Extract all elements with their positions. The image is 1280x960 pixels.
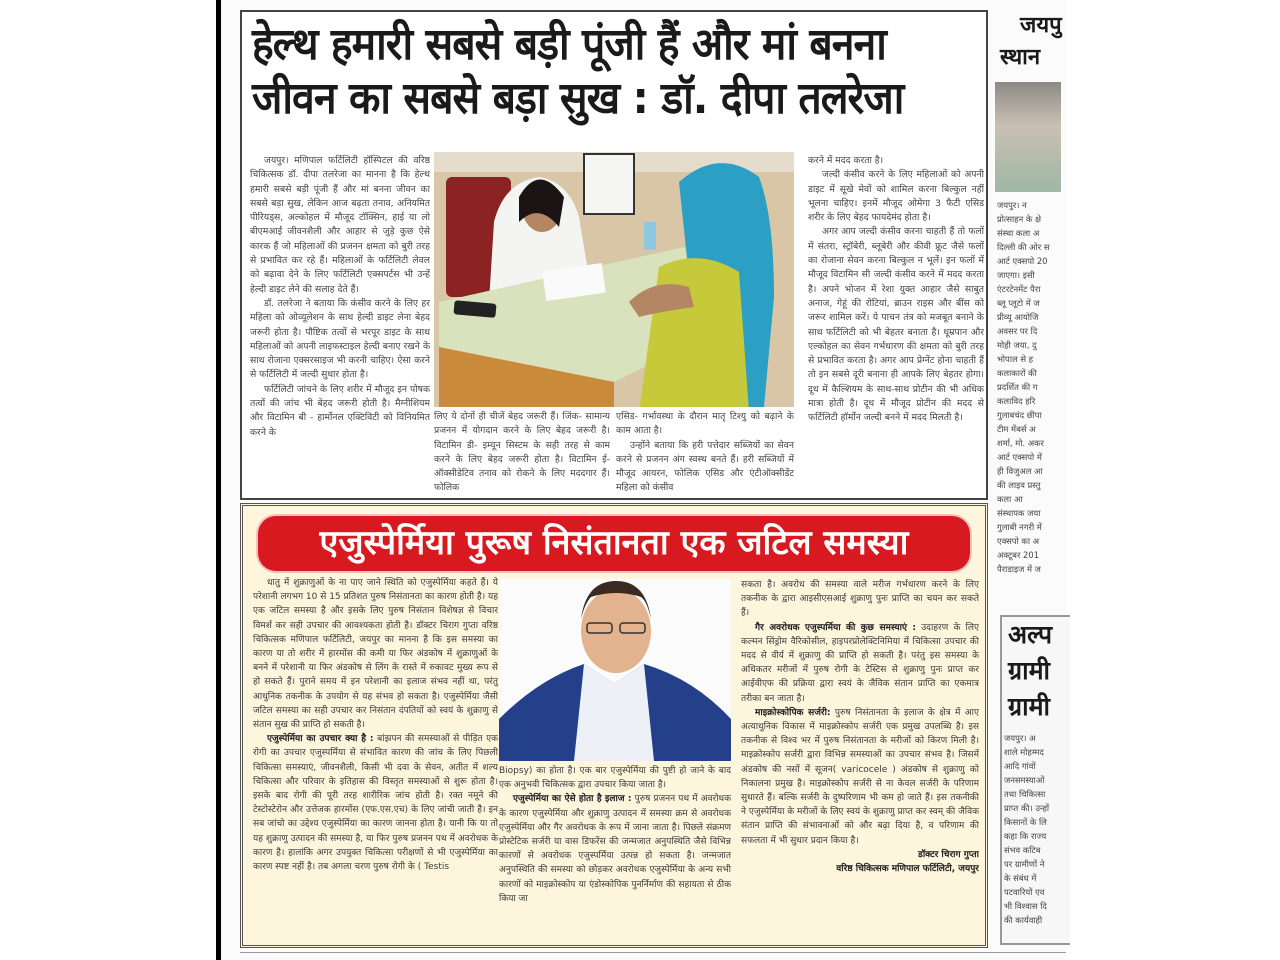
paragraph-text: पुरुष निसंतानता के इलाज के क्षेत्र में आए अत्याधुनिक विकास में माइक्रोस्कोप सर्जरी एक प्रमुख उपलब्धि है। इस तकनीक से विश्व भर में पुरुष निसंतानता के मरीजों को किरण मिली है। माइक्रोस्कोप सर्जरी द्वारा विभिन्न समस्याओं का उपचार संभव है। जिसमें अंडकोष की नसों में सूजन( varicocele ) अंडकोष से शुक्राणु को निकालना प्रमुख है। माइक्रोस्कोप सर्जरी से ना केवल सर्जरी के परिणाम सुधारते हैं। बल्कि सर्जरी के दुष्परिणाम भी कम हो जाते हैं। इस तकनीकी ने एजुस्पेर्मिया के मरीजों के लिए स्वयं के शुक्राणु प्राप्त कर स्वम् की जैविक संतान प्राप्ति की संभावनाओं को और बढ़ा दिया है, व परिणाम की सफलता में भी सुधार प्रदान किया है। xyxy=(741,707,979,846)
paragraph: एसिड- गर्भावस्था के दौरान मातृ टिश्यु को बढ़ाने के काम आता है। xyxy=(616,411,794,437)
paragraph xyxy=(253,732,498,874)
adjacent-boxed-article-cropped xyxy=(1000,615,1070,945)
text-line: एक्सपो का अ xyxy=(997,536,1040,546)
paragraph: जल्दी कंसीव करने के लिए महिलाओं को अपनी डाइट में सूखे मेवों को शामिल करना बिल्कुल नहीं भूलना चाहिए। इनमें मौजूद ओमेगा 3 फैटी एसिड शरीर के लिए बेहद फायदेमंद होता है। xyxy=(808,169,984,224)
text-line: की लाइव प्रस्तु xyxy=(997,480,1041,490)
text-line: संस्थापक जया xyxy=(997,508,1041,518)
text-line: अल्प xyxy=(1008,620,1053,649)
signature-title: वरिष्ठ चिकित्सक मणिपाल फर्टिलिटी, जयपुर xyxy=(836,864,979,875)
paragraph: जयपुर। मणिपाल फर्टिलिटी हॉस्पिटल की वरिष्ठ चिकित्सक डॉ. दीपा तलरेजा का मानना है कि हेल्थ हमारी सबसे बड़ी पूंजी हैं और मां बनना जीवन का सबसे बड़ा सुख, लेकिन आज बढ़ता तनाव, अनियमित पीरियड्स, अल्कोहल में मौजूद टॉक्सिन, हाई या लो बीएमआई जीवनशैली और आहार से जुड़े कुछ ऐसे कारक हैं जो महिलाओं की प्रजनन क्षमता को बुरी तरह से प्रभावित कर रहे हैं। महिलाओं के फर्टिलिटी लेवल को बढ़ावा देने के लिए फर्टिलिटी एक्सपर्टस भी उन्हें हेल्दी डाइट लेने की सलाह देते हैं। xyxy=(250,155,430,295)
text-line: पैराडाइज में ज xyxy=(997,564,1041,574)
headline-line-2: जीवन का सबसे बड़ा सुख : डॉ. दीपा तलरेजा xyxy=(252,73,904,124)
text-line: भोपाल से ह xyxy=(997,354,1034,364)
text-line: प्रीव्यू आयोजि xyxy=(997,312,1039,322)
text-line: आर्ट एक्सपो में xyxy=(997,452,1042,462)
text-line: जयपुर। न xyxy=(997,200,1027,210)
text-line: की कार्यवाही xyxy=(1004,915,1043,925)
text-line: एंटरटेनमेंट पैरा xyxy=(997,284,1041,294)
article-azoospermia xyxy=(240,503,988,948)
text-line: भी विश्वास दि xyxy=(1004,901,1047,911)
article-health-column-2 xyxy=(434,410,610,498)
paragraph: धातु में शुक्राणुओं के ना पाए जाने स्थिति को एजुस्पेर्मिया कहते हैं। ये परेशानी लगभग 10 से 15 प्रतिशत पुरुष निसंतानता का कारण होती है। यह एक जटिल समस्या है और इसके लिए पुरुष निसंतान विशेषज्ञ से विचार विमर्श कर सही उपचार की आवश्यकता होती है। डॉक्टर चिराग गुप्ता वरिष्ठ चिकित्सक मणिपाल फर्टिलिटी, जयपुर का मानना है कि इस समस्या का कारण या तो शरीर में हारमोंस की कमी या फिर अंडकोष में शुक्राणुओं के बनने में परेशानी या फिर अंडकोष से लिंग के रास्ते में रुकावट मुख्य रूप से हो सकते हैं। पुराने समय में इन परेशानी का इलाज संभव नहीं था, परंतु आधुनिक तकनीक के उपयोग से यह संभव हो सकता है। एजुस्पेर्मिया जैसी जटिल समस्या का सही उपचार कर निसंतान दंपतियों को स्वयं के शुक्राणु से संतान सुख की प्राप्ति हो सकती है। xyxy=(253,578,498,731)
paragraph-text: पुरुष प्रजनन पथ में अवरोधक के कारण एजुस्पेर्मिया और शुक्राणु उत्पादन में समस्या क्रम से अवरोधक एजुस्पेर्मिया और गैर अवरोधक के रूप में जाना जाता है। पिछले संक्रमण प्रोस्टेटिक सर्जरी या वास डिफरेंस की जन्मजात अनुपस्थिति जैसे विभिन्न कारणों से अवरोधक एजुस्पर्मिया उत्पन्न हो सकता है। जन्मजात अनुपस्थिति की समस्या को छोड़कर अवरोधक एजुस्पेर्मिया के अन्य सभी कारणों को माइक्रोस्कोप या एंडोस्कोपिक पुनर्निर्माण की सहायता से ठीक किया जा xyxy=(499,794,731,904)
text-line: गुलाबी नगरी में xyxy=(997,522,1042,532)
text-line: कलाविद हरि xyxy=(997,396,1036,406)
article-health-column-4 xyxy=(808,154,984,494)
subheading: एजुस्पेर्मिया का उपचार क्या है : xyxy=(267,734,374,745)
text-line: पटवारियों एव xyxy=(1004,887,1045,897)
paragraph: डॉ. तलरेजा ने बताया कि कंसीव करने के लिए हर महिला को ओव्यूलेशन के साथ हेल्दी डाइट लेना बेहद जरूरी होता है। पौष्टिक तत्वों से भरपूर डाइट के साथ महिलाओं को अपनी लाइफस्टाइल हेल्दी बनाए रखने के साथ रोजाना एक्सरसाइज भी करनी चाहिए। ऐसा करने से फर्टिलिटी में जल्दी सुधार होता है। xyxy=(250,297,430,381)
paragraph: लिए ये दोनों ही चीजें बेहद जरूरी हैं। जिंक- सामान्य प्रजनन में योगदान करने के लिए बेहद जरूरी है। विटामिन डी- इम्यून सिस्टम के सही तरह से काम करने के लिए बेहद जरूरी होता है। विटामिन ई- ऑक्सीडेटिव तनाव को रोकने के लिए मददगार हैं। फोलिक xyxy=(434,411,610,494)
adjacent-box-text xyxy=(1002,731,1070,927)
text-line: पर ग्रामीणों ने xyxy=(1004,859,1045,869)
paragraph: फर्टिलिटी जांचने के लिए शरीर में मौजूद इन पोषक तत्वों की जांच भी बेहद जरूरी होती है। मैग्नीशियम और विटामिन बी - हार्मोनल एक्टिविटी को विनियमित करने के xyxy=(250,383,430,438)
headline-line-1: हेल्थ हमारी सबसे बड़ी पूंजी हैं और मां बनना xyxy=(252,19,886,70)
adjacent-headline-line-1: जयपु xyxy=(1020,13,1062,38)
paragraph xyxy=(741,706,979,848)
paragraph-text: उदाहरण के लिए कल्मन सिंड्रोम वैरिकोसील, हाइपरप्रोलेक्टिनिमिया में चिकित्सा उपचार की मदद से वीर्य में शुक्राणु की प्राप्ति हो सकती है। परंतु इस समस्या के अधिकतर मरीजों में पुरुष रोगी के टेस्टिस से शुक्राणु पुनः प्राप्त कर आईवीएफ की प्रक्रिया द्वारा स्वयं के जैविक संतान प्राप्ति का एकमात्र तरीका बन जाता है। xyxy=(741,622,979,704)
text-line: गुलाबचंद छीपा xyxy=(997,410,1042,420)
article-azoospermia-column-2 xyxy=(499,764,731,939)
subheading: एजुस्पेर्मिया का ऐसे होता है इलाज : xyxy=(513,794,632,805)
text-line: के संबंध में xyxy=(1004,873,1037,883)
text-line: टीम मेंबर्स अ xyxy=(997,424,1036,434)
text-line: ही विजुअल आ xyxy=(997,466,1043,476)
banner-title: एजुस्पेर्मिया पुरूष निसंतानता एक जटिल समस्या xyxy=(319,523,909,563)
article-health-column-3 xyxy=(616,410,794,498)
article-health xyxy=(240,10,988,500)
article-azoospermia-banner xyxy=(258,516,970,571)
text-line: प्रदर्शित की ग xyxy=(997,382,1038,392)
text-line: संस्था कला अ xyxy=(997,228,1040,238)
text-line: शर्मा, मो. अकर xyxy=(997,438,1044,448)
article-health-headline xyxy=(252,18,927,126)
doctor-portrait-photo xyxy=(499,579,731,761)
paragraph-text: बांझपन की समस्याओं से पीड़ित एक रोगी का उपचार एजुस्पर्मिया से संभावित कारण की जांच के लिए पिछली चिकित्सा समस्याएं, जीवनशैली, किसी भी दवा के सेवन, अतीत में शल्य चिकित्सा और परिवार के इतिहास की विस्तृत समस्याओं से शुरू होता है। इसके बाद रोगी की पूरी तरह शारीरिक जांच होती है। रक्त नमूने की टेस्टोस्टेरोन और उत्तेजक हारमोंस (एफ.एस.एच) के लिए जांची जाती है। इन सब जांचो का उद्देश्य एजुस्पेर्मिया का कारण जानना होता है। यानी कि या तो यह शुक्राणु उत्पादन की समस्या है, या फिर पुरुष प्रजनन पथ में अवरोधक के कारण है। हालांकि अगर उपयुक्त चिकित्सा परीक्षणों से भी एजुस्पेर्मिया का कारण स्पष्ट नहीं है। तब अगला चरण पुरुष रोगी के ( Testis xyxy=(253,734,498,873)
text-line: आर्ट एक्सपो 20 xyxy=(997,256,1048,266)
doctor-consultation-photo xyxy=(434,152,794,407)
text-line: ग्रामी xyxy=(1008,656,1051,685)
paragraph: करने में मदद करता है। xyxy=(808,155,884,166)
paragraph: अगर आप जल्दी कंसीव करना चाहती हैं तो फलों में संतरा, स्ट्रॉबेरी, ब्लूबेरी और कीवी फ्रूट जैसे फलों का रोजाना सेवन करना बिल्कुल न भूलें। इन फलों में मौजूद विटामिन सी जल्दी कंसीव करने में मदद करता है। अपने भोजन में रेशा युक्त आहार जैसे साबुत अनाज, गेहूं की रोटियां, ब्राउन राइस और बींस को जरूर शामिल करें। ये पाचन तंत्र को मजबूत बनाने के साथ फर्टिलिटी को भी बेहतर बनाता है। धूम्रपान और एल्कोहल का सेवन गर्भधारण की क्षमता को बुरी तरह से प्रभावित करता है। अगर आप प्रेग्नेंट होना चाहती हैं तो इन सबसे दूरी बनाना ही आपके लिए बेहतर होगा। दूध में कैल्शियम के साथ-साथ प्रोटीन की भी अधिक मात्रा होती है। दूध में मौजूद प्रोटीन की मदद से फर्टिलिटी हॉर्मोन जल्दी बनने में मदद मिलती है। xyxy=(808,226,984,424)
text-line: कला आ xyxy=(997,494,1023,504)
paragraph: Biopsy) का होता है। एक बार एजुस्पेर्मिया की पुष्टी हो जाने के बाद एक अनुभवी चिकित्सक द्वारा उपचार किया जाता है। xyxy=(499,766,731,791)
text-line: ग्रामी xyxy=(1008,692,1051,721)
article-health-column-1 xyxy=(250,154,430,494)
text-line: अवसर पर दि xyxy=(997,326,1038,336)
adjacent-box-headline xyxy=(1002,617,1070,725)
paragraph xyxy=(741,621,979,706)
text-line: मोही जया, दु xyxy=(997,340,1037,350)
text-line: जयपुर। अ xyxy=(1004,733,1036,743)
text-line: शाले मोहम्मद xyxy=(1004,747,1044,757)
text-line: प्राप्त की। उन्हों xyxy=(1004,803,1050,813)
text-line: आदि गांवों xyxy=(1004,761,1036,771)
text-line: कहा कि राज्य xyxy=(1004,831,1047,841)
text-line: संभव कटिब xyxy=(1004,845,1041,855)
article-azoospermia-column-3 xyxy=(741,578,979,940)
adjacent-article-photo xyxy=(995,82,1061,192)
text-line: जाएगा। इसी xyxy=(997,270,1035,280)
paragraph: उन्होंने बताया कि हरी पत्तेदार सब्जियों का सेवन करने से प्रजनन अंग स्वस्थ बनते हैं। हरी सब्जियों में मौजूद आयरन, फोलिक एसिड और एंटीऑक्सीडेंट महिला को कंसीव xyxy=(616,439,794,494)
text-line: तथा चिकित्सा xyxy=(1004,789,1046,799)
adjacent-article-text xyxy=(995,198,1065,576)
signature-name: डॉक्टर चिराग गुप्ता xyxy=(918,849,979,860)
paragraph: सकता है। अवरोध की समस्या वाले मरीज गर्भधारण करने के लिए तकनीक के द्वारा आइसीएसआई शुक्राणु पुनः प्राप्ति का चयन कर सकते हैं। xyxy=(741,580,979,619)
text-line: प्रोत्साहन के क्षे xyxy=(997,214,1042,224)
text-line: दिल्ली की ओर स xyxy=(997,242,1050,252)
adjacent-article-cropped xyxy=(995,10,1065,610)
text-line: जनसमस्याओं xyxy=(1004,775,1045,785)
adjacent-headline-line-2: स्थान xyxy=(1000,45,1041,70)
paragraph xyxy=(499,792,731,906)
text-line: ब्लू प्लूटो में ज xyxy=(997,298,1040,308)
subheading: गैर अवरोधक एजुस्पर्मिया की कुछ समस्याएं : xyxy=(755,622,917,633)
text-line: अक्टूबर 201 xyxy=(997,550,1040,560)
text-line: किसानों के लि xyxy=(1004,817,1047,827)
text-line: कलाकारों की xyxy=(997,368,1037,378)
subheading: माइक्रोस्कोपिक सर्जरी: xyxy=(755,707,831,718)
article-azoospermia-column-1 xyxy=(253,576,498,936)
page-bottom-rule xyxy=(240,952,1066,953)
